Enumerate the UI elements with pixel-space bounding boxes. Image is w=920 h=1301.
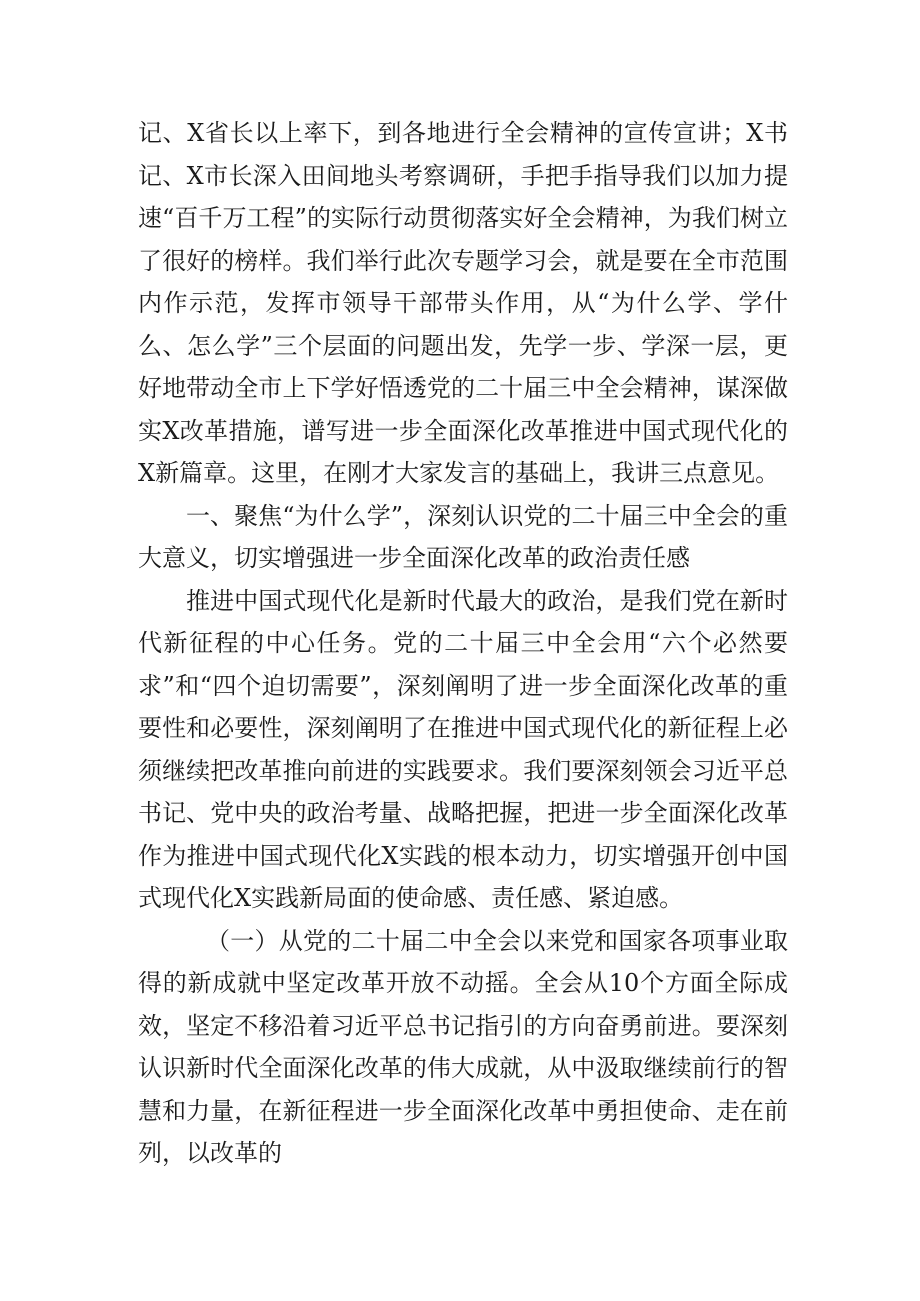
paragraph-intro-continuation: 记、X省长以上率下，到各地进行全会精神的宣传宣讲；X书记、X市长深入田间地头考察调研，手把手指导我们以加力提速“百千万工程”的实际行动贯彻落实好全会精神，为我们树立了很好的榜样。我们举行此次专题学习会，就是要在全市范围内作示范，发挥市领导干部带头作用，从“为什么学、学什么、怎么学”三个层面的问题出发，先学一步、学深一层，更好地带动全市上下学好悟透党的二十届三中全会精神，谋深做实X改革措施，谱写进一步全面深化改革推进中国式现代化的X新篇章。这里，在刚才大家发言的基础上，我讲三点意见。 <box>138 119 788 487</box>
subsection-heading-one: （一）从党的二十届二中全会以来党和国家各项事业取得的新成就中坚定改革开放不动摇。全会从10个方面全际成效，坚定不移沿着习近平总书记指引的方向奋勇前进。要深刻认识新时代全面深化改革的伟大成就，从中汲取继续前行的智慧和力量，在新征程进一步全面深化改革中勇担使命、走在前列，以改革的 <box>138 926 788 1167</box>
paragraph-section-one-body: 推进中国式现代化是新时代最大的政治，是我们党在新时代新征程的中心任务。党的二十届三中全会用“六个必然要求”和“四个迫切需要”，深刻阐明了进一步全面深化改革的重要性和必要性，深刻阐明了在推进中国式现代化的新征程上必须继续把改革推向前进的实践要求。我们要深刻领会习近平总书记、党中央的政治考量、战略把握，把进一步全面深化改革作为推进中国式现代化X实践的根本动力，切实增强开创中国式现代化X实践新局面的使命感、责任感、紧迫感。 <box>138 586 788 912</box>
document-body <box>138 112 788 1175</box>
section-heading-one: 一、聚焦“为什么学”，深刻认识党的二十届三中全会的重大意义，切实增强进一步全面深化改革的政治责任感 <box>138 501 788 572</box>
